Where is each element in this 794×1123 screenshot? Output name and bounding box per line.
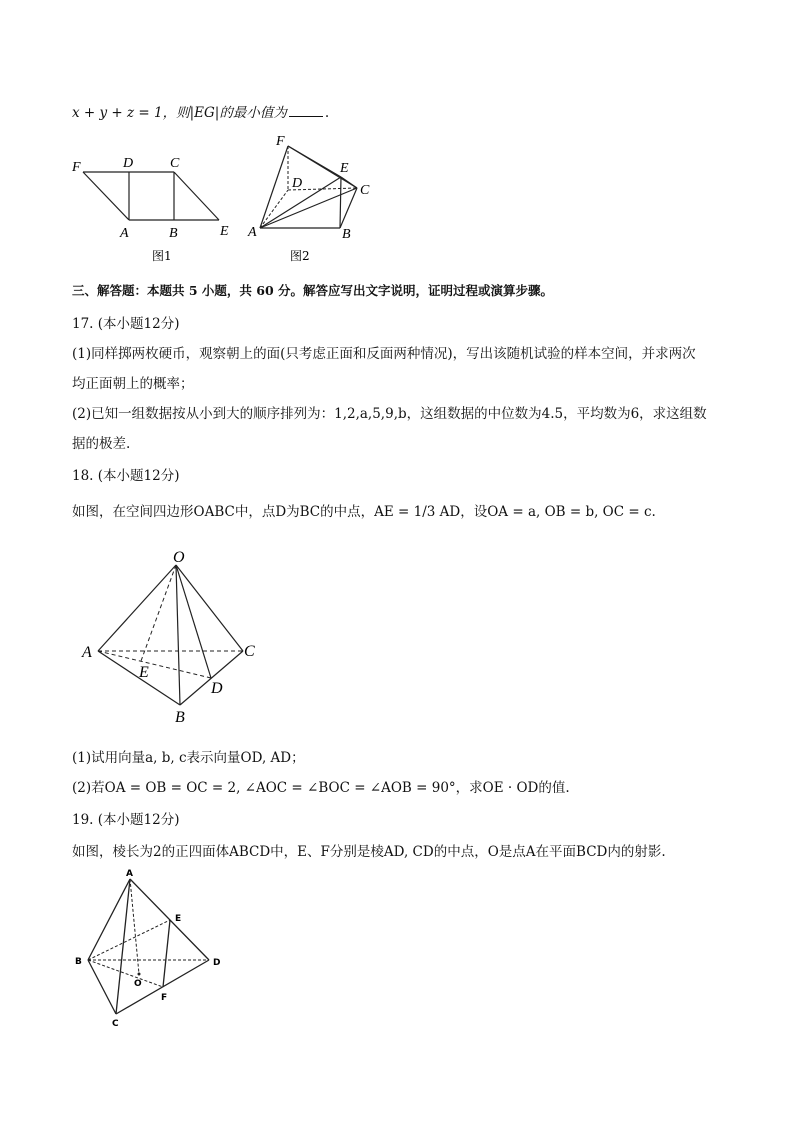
- q18-figure: [78, 545, 268, 725]
- fig2-label-b: B: [342, 227, 351, 242]
- q17-part2-line1: (2)已知一组数据按从小到大的顺序排列为：1,2,a,5,9,b，这组数据的中位数为4.5，平均数为6，求这组数: [72, 406, 707, 422]
- q19-label-a: A: [126, 869, 133, 879]
- fig2-label-a: A: [248, 225, 257, 240]
- fig1-edge-fa: [83, 172, 129, 220]
- q18-edge-ob: [176, 565, 180, 705]
- q19-label-o: O: [134, 979, 142, 989]
- fig2-label-f: F: [276, 134, 285, 149]
- q19-stem: 如图，棱长为2的正四面体ABCD中，E、F分别是棱AD, CD的中点，O是点A在平面BCD内的射影.: [72, 844, 666, 860]
- q19-edge-ac: [116, 879, 130, 1014]
- answer-blank: [289, 104, 323, 117]
- condition-line: [72, 103, 329, 123]
- fig2-caption: 图2: [290, 249, 310, 263]
- q18-label-d: D: [211, 680, 223, 697]
- figure-1: [70, 150, 240, 265]
- q19-point-o: [138, 973, 141, 976]
- q19-label-e: E: [175, 914, 182, 924]
- q19-label-b: B: [75, 957, 82, 967]
- figure-2: [245, 130, 380, 265]
- q18-hidden-oe: [141, 565, 176, 661]
- fig2-label-d: D: [292, 176, 303, 191]
- fig1-label-e: E: [220, 224, 229, 239]
- fig1-caption: 图1: [152, 249, 172, 263]
- q19-edge-ad: [130, 879, 209, 960]
- q18-part2: (2)若OA = OB = OC = 2, ∠AOC = ∠BOC = ∠AOB = 90°，求OE · OD的值.: [72, 780, 570, 796]
- q19-label-c: C: [112, 1019, 119, 1029]
- q18-label-c: C: [244, 643, 255, 660]
- q17-header: 17. (本小题12分): [72, 316, 180, 332]
- q18-stem: 如图，在空间四边形OABC中，点D为BC的中点，AE = 1/3 AD，设OA = a, OB = b, OC = c.: [72, 504, 656, 520]
- q17-part1-line1: (1)同样掷两枚硬币，观察朝上的面(只考虑正面和反面两种情况)，写出该随机试验的样本空间，并求两次: [72, 346, 696, 362]
- condition-text: x + y + z = 1，则|EG|的最小值为: [72, 105, 287, 121]
- q18-edge-od: [176, 565, 211, 678]
- fig2-edge-fa: [260, 146, 288, 228]
- q18-edge-oc: [176, 565, 243, 651]
- q18-label-o: O: [173, 549, 185, 566]
- q17-part2-line2: 据的极差.: [72, 436, 131, 452]
- q19-edge-ef: [163, 920, 170, 987]
- q19-edge-ab: [88, 879, 130, 960]
- condition-end: .: [324, 105, 330, 121]
- q18-edge-oa: [98, 565, 176, 651]
- fig1-label-f: F: [72, 160, 81, 175]
- fig2-label-e: E: [340, 161, 349, 176]
- fig2-edge-be: [340, 177, 341, 228]
- q19-label-d: D: [213, 958, 221, 968]
- q19-label-f: F: [161, 993, 168, 1003]
- q18-label-e: E: [139, 664, 149, 681]
- fig2-label-c: C: [360, 183, 370, 198]
- q19-edge-cd: [116, 960, 209, 1014]
- fig1-label-b: B: [169, 226, 178, 241]
- q19-figure: [72, 866, 232, 1031]
- fig1-label-c: C: [170, 156, 180, 171]
- q18-hidden-ad: [98, 651, 211, 678]
- q18-label-b: B: [175, 709, 185, 726]
- fig1-edge-ce: [174, 172, 219, 220]
- q18-label-a: A: [82, 644, 92, 661]
- fig1-label-d: D: [123, 156, 134, 171]
- fig2-edge-ce: [341, 177, 357, 188]
- q18-part1: (1)试用向量a, b, c表示向量OD, AD；: [72, 750, 305, 766]
- q17-part1-line2: 均正面朝上的概率；: [72, 376, 194, 392]
- q19-header: 19. (本小题12分): [72, 812, 180, 828]
- fig1-label-a: A: [120, 226, 129, 241]
- section-3-header: 三、解答题：本题共 5 小题，共 60 分。解答应写出文字说明，证明过程或演算步骤。: [72, 283, 554, 298]
- q18-header: 18. (本小题12分): [72, 468, 180, 484]
- q19-hidden-be: [88, 920, 170, 960]
